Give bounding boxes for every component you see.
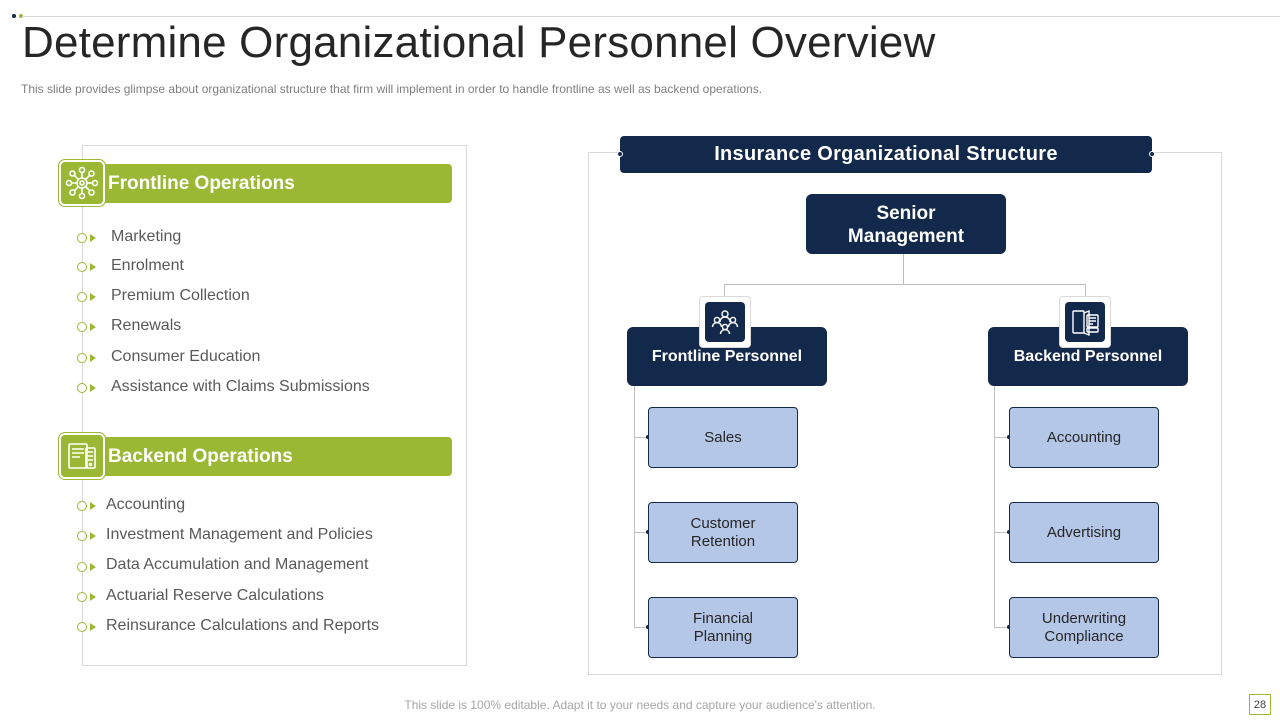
document-screen-icon — [1059, 296, 1111, 348]
connector-line — [724, 284, 1086, 285]
bullet-icon — [77, 561, 97, 573]
navy-dot — [12, 14, 16, 18]
bullet-icon — [77, 321, 97, 333]
senior-management-box — [806, 194, 1006, 254]
frontline-item: Renewals — [111, 317, 182, 334]
role-label: Advertising — [1046, 523, 1122, 541]
role-box — [648, 407, 798, 468]
server-document-icon — [59, 433, 105, 479]
backend-item: Accounting — [106, 496, 186, 513]
frontline-operations-bar — [62, 164, 452, 203]
bullet-icon — [77, 261, 97, 273]
bullet-icon — [77, 621, 97, 633]
role-label: Sales — [704, 428, 742, 446]
top-rule — [22, 16, 1280, 17]
role-label: Accounting — [1046, 428, 1122, 446]
pin-dot — [1149, 151, 1155, 157]
role-box — [648, 597, 798, 658]
connector-line — [903, 254, 904, 284]
role-box — [1009, 407, 1159, 468]
page-number: 28 — [1249, 694, 1271, 715]
backend-personnel-label: Backend Personnel — [1013, 347, 1163, 365]
frontline-personnel-label: Frontline Personnel — [651, 347, 803, 365]
role-box — [648, 502, 798, 563]
bullet-icon — [77, 530, 97, 542]
frontline-item: Premium Collection — [111, 287, 250, 304]
bullet-icon — [77, 500, 97, 512]
backend-item: Investment Management and Policies — [106, 526, 373, 543]
role-box — [1009, 502, 1159, 563]
footer-note: This slide is 100% editable. Adapt it to your needs and capture your audience's attention. — [404, 698, 876, 712]
bullet-icon — [77, 232, 97, 244]
backend-operations-bar — [62, 437, 452, 476]
backend-item: Reinsurance Calculations and Reports — [106, 617, 380, 634]
frontline-item: Enrolment — [111, 257, 184, 274]
connector-line — [994, 386, 995, 627]
bullet-icon — [77, 382, 97, 394]
role-label: Underwriting Compliance — [1041, 609, 1127, 645]
role-label: Financial Planning — [692, 609, 754, 645]
bullet-icon — [77, 352, 97, 364]
senior-management-label: Senior Management — [847, 203, 965, 247]
bullet-icon — [77, 291, 97, 303]
backend-operations-label: Backend Operations — [108, 446, 293, 467]
page-title: Determine Organizational Personnel Overview — [22, 18, 936, 67]
frontline-item: Consumer Education — [111, 348, 261, 365]
page-subtitle: This slide provides glimpse about organizational structure that firm will implement in order to handle frontline as well as backend operations. — [21, 82, 763, 96]
bullet-icon — [77, 591, 97, 603]
org-chart-title: Insurance Organizational Structure — [620, 136, 1152, 173]
gear-network-icon — [59, 160, 105, 206]
connector-line — [634, 386, 635, 627]
role-label: Customer Retention — [690, 514, 756, 550]
frontline-item: Marketing — [111, 228, 182, 245]
frontline-operations-label: Frontline Operations — [108, 173, 295, 194]
frontline-item: Assistance with Claims Submissions — [111, 378, 370, 395]
backend-item: Data Accumulation and Management — [106, 556, 369, 573]
pin-dot — [617, 151, 623, 157]
role-box — [1009, 597, 1159, 658]
backend-item: Actuarial Reserve Calculations — [106, 587, 324, 604]
team-icon — [699, 296, 751, 348]
